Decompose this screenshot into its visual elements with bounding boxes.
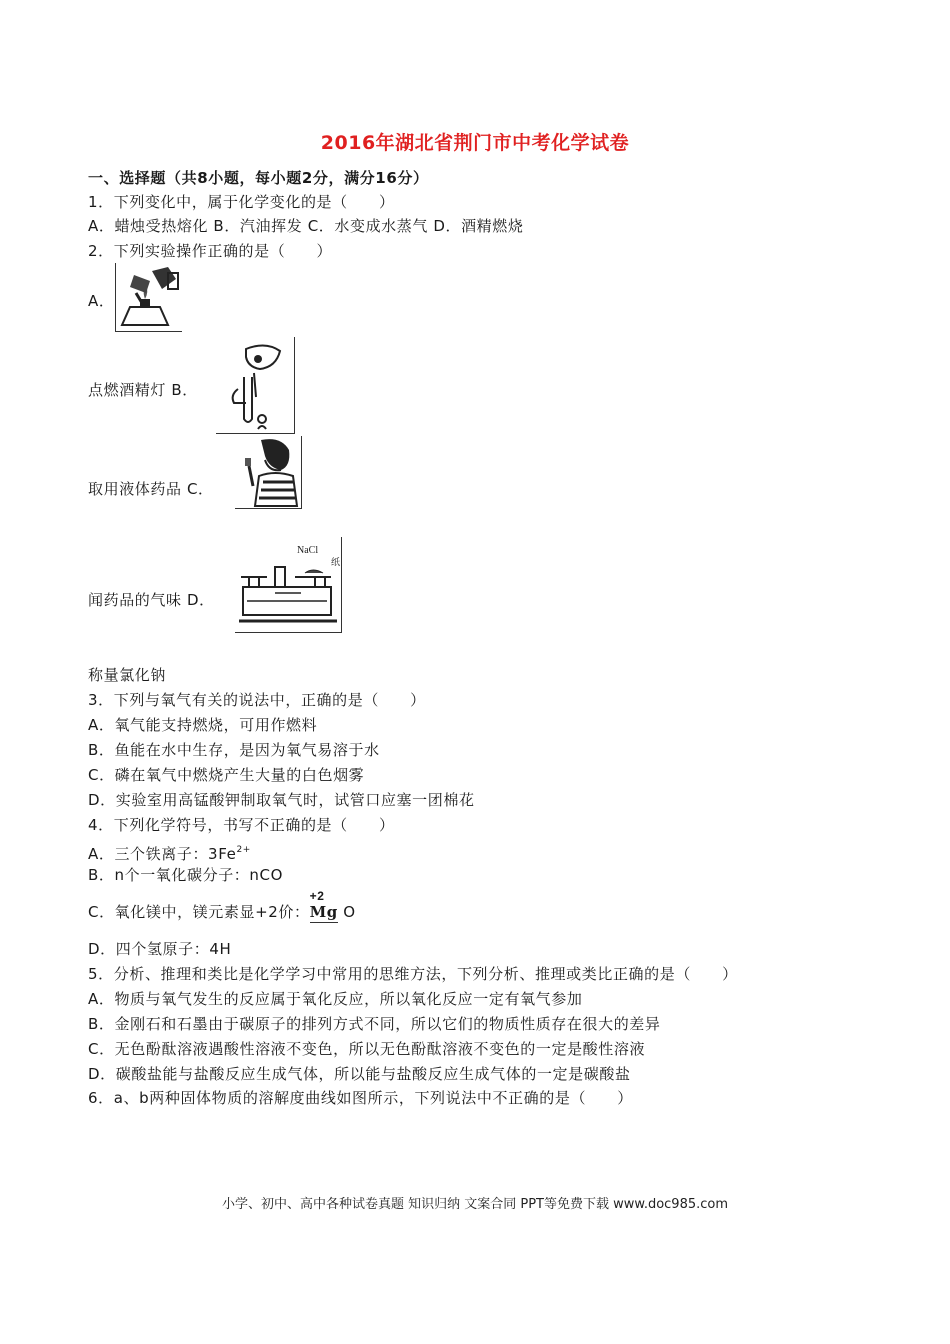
page-title: 2016年湖北省荆门市中考化学试卷 [320, 132, 630, 154]
q4-stem: 4．下列化学符号，书写不正确的是（ ） [88, 816, 395, 834]
q5-option-d: D．碳酸盐能与盐酸反应生成气体，所以能与盐酸反应生成气体的一定是碳酸盐 [88, 1065, 631, 1083]
liquid-dropper-figure [216, 337, 295, 434]
q4-option-c [88, 889, 356, 923]
q5-stem: 5．分析、推理和类比是化学学习中常用的思维方法，下列分析、推理或类比正确的是（ ） [88, 965, 738, 983]
q3-option-b: B．鱼能在水中生存，是因为氧气易溶于水 [88, 741, 380, 759]
q1-stem: 1．下列变化中，属于化学变化的是（ ） [88, 193, 395, 211]
q3-option-d: D．实验室用高锰酸钾制取氧气时，试管口应塞一团棉花 [88, 791, 475, 809]
section-heading: 一、选择题（共8小题，每小题2分，满分16分） [88, 169, 429, 187]
q4-option-a-text: A．三个铁离子：3Fe [88, 845, 237, 863]
q4-option-b: B．n个一氧化碳分子：nCO [88, 866, 283, 884]
oxygen-symbol: O [337, 903, 356, 921]
q2-stem: 2．下列实验操作正确的是（ ） [88, 242, 333, 260]
q2-caption-c: 闻药品的气味 D． [88, 591, 215, 609]
q6-stem: 6．a、b两种固体物质的溶解度曲线如图所示，下列说法中不正确的是（ ） [88, 1089, 633, 1107]
q2-option-a-label: A． [88, 292, 115, 310]
smelling-figure [235, 436, 302, 509]
alcohol-lamp-figure [115, 263, 182, 332]
q5-option-c: C．无色酚酞溶液遇酸性溶液不变色，所以无色酚酞溶液不变色的一定是酸性溶液 [88, 1040, 646, 1058]
page-footer: 小学、初中、高中各种试卷真题 知识归纳 文案合同 PPT等免费下载 www.doc985.com [221, 1197, 729, 1212]
q4-option-d: D．四个氢原子：4H [88, 940, 232, 958]
q4-option-c-text: C．氧化镁中，镁元素显+2价： [88, 903, 310, 921]
q2-caption-b: 取用液体药品 C． [88, 480, 214, 498]
q3-option-a: A．氧气能支持燃烧，可用作燃料 [88, 716, 318, 734]
q2-caption-d: 称量氯化钠 [88, 666, 167, 684]
q1-options: A．蜡烛受热熔化 B．汽油挥发 C．水变成水蒸气 D．酒精燃烧 [88, 217, 524, 235]
q5-option-a: A．物质与氧气发生的反应属于氧化反应，所以氧化反应一定有氧气参加 [88, 990, 583, 1008]
q2-caption-a: 点燃酒精灯 B． [88, 381, 198, 399]
q5-option-b: B．金刚石和石墨由于碳原子的排列方式不同，所以它们的物质性质存在很大的差异 [88, 1015, 661, 1033]
nacl-label: NaCl [297, 545, 319, 556]
q3-stem: 3．下列与氧气有关的说法中，正确的是（ ） [88, 691, 426, 709]
ion-charge: 2+ [236, 845, 251, 855]
paper-label: 纸 [331, 558, 341, 568]
q4-option-a [88, 840, 251, 864]
mg-symbol: Mg [309, 903, 338, 921]
balance-figure [235, 537, 342, 633]
q3-option-c: C．磷在氧气中燃烧产生大量的白色烟雾 [88, 766, 365, 784]
valence-mark: +2 [309, 889, 325, 903]
mg-valence-symbol [309, 889, 338, 923]
